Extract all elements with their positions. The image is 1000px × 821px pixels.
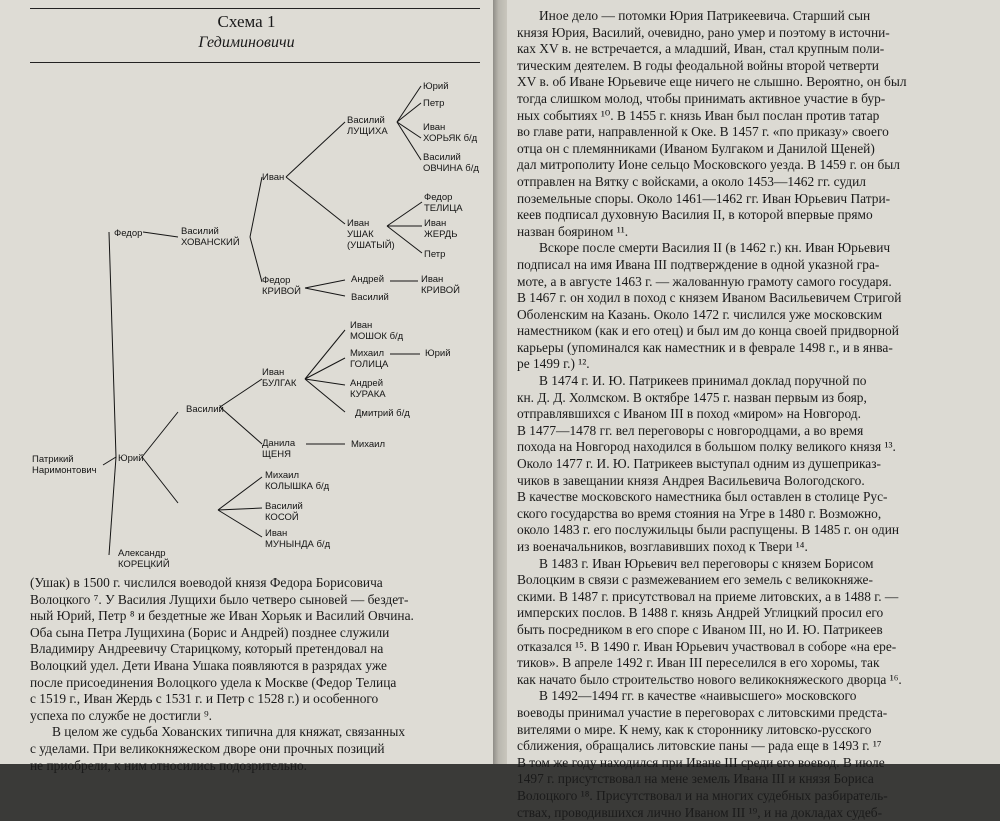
tree-name-aleksandr: Александр <box>118 548 166 559</box>
tree-name-munynda: МУНЫНДА б/д <box>265 539 331 550</box>
tree-name-b-ivan: Иван <box>350 320 372 331</box>
tree-line <box>387 202 422 226</box>
scheme-subtitle: Гедиминовичи <box>0 34 493 52</box>
right-line-12: поземельные споры. Около 1461—1462 гг. Иван Юрьевич Патри- <box>517 191 973 208</box>
left-page <box>0 0 493 764</box>
tree-name-lushchikha: ЛУЩИХА <box>347 126 388 137</box>
tree-line <box>305 330 345 379</box>
tree-name-b-kuraka: КУРАКА <box>350 389 386 400</box>
tree-line <box>305 280 345 288</box>
tree-name-y-vasiliy2: Василий <box>265 501 303 512</box>
right-line-29: чиков в завещании князя Андрея Васильевича Вологодского. <box>517 473 973 490</box>
right-line-24: кн. Д. Д. Холмском. В октябре 1475 г. назван первым из бояр, <box>517 390 973 407</box>
left-line-8: с 1519 г., Иван Жердь с 1531 г. и Петр с 1528 г.) и особенного <box>30 691 475 708</box>
left-line-4: Оба сына Петра Лущихина (Борис и Андрей) позднее служили <box>30 625 475 642</box>
tree-name-ivan-u: Иван <box>347 218 369 229</box>
tree-line <box>397 103 421 122</box>
tree-name-b-andrey: Андрей <box>350 378 383 389</box>
tree-name-y-mikhail: Михаил <box>265 470 299 481</box>
tree-name-b-yuriy: Юрий <box>425 348 451 359</box>
right-line-47: 1497 г. присутствовал на мене земель Ивана III и князя Бориса <box>517 771 973 788</box>
right-line-33: из военачальников, возглавивших поход к Твери ¹⁴. <box>517 539 973 556</box>
left-line-3: ный Юрий, Петр ⁸ и бездетные же Иван Хорьяк и Василий Овчина. <box>30 608 475 625</box>
tree-name-danila: Данила <box>262 438 296 449</box>
tree-name-ivan-b: Иван <box>262 367 284 378</box>
tree-name-kolyshka: КОЛЫШКА б/д <box>265 481 330 492</box>
tree-line <box>286 122 345 177</box>
right-line-42: В 1492—1494 гг. в качестве «наивысшего» московского <box>517 688 973 705</box>
right-line-45: сближения, обращались литовские паны — рада еще в 1493 г. ¹⁷ <box>517 738 973 755</box>
right-line-22: ре 1499 г.) ¹². <box>517 356 973 373</box>
right-line-43: воеводы принимал участие в переговорах с литовскими предста- <box>517 705 973 722</box>
right-line-25: отправлявшихся с Иваном III в поход «миром» на Новгород. <box>517 406 973 423</box>
tree-name-ushak: УШАК <box>347 229 374 240</box>
right-line-30: В качестве московского наместника был оставлен в столице Рус- <box>517 489 973 506</box>
tree-line <box>142 412 178 457</box>
right-line-27: похода на Новгород находился в большом полку великого князя ¹³. <box>517 439 973 456</box>
right-line-32: около 1483 г. его послужильцы были распущены. В 1485 г. он один <box>517 522 973 539</box>
tree-line <box>103 457 116 465</box>
right-line-41: как начато было строительство нового великокняжеского дворца ¹⁶. <box>517 672 973 689</box>
tree-name-kosoy: КОСОЙ <box>265 511 299 523</box>
right-line-15: Вскоре после смерти Василия II (в 1462 г.) кн. Иван Юрьевич <box>517 240 973 257</box>
right-line-28: Около 1477 г. И. Ю. Патрикеев выступал одним из душеприказ- <box>517 456 973 473</box>
right-line-9: отца он с племянниками (Иваном Булгаком и Данилой Щеней) <box>517 141 973 158</box>
tree-line <box>305 358 345 379</box>
right-line-40: тиков». В апреле 1492 г. Иван III переселился в его хоромы, так <box>517 655 973 672</box>
tree-name-u-fedor: Федор <box>424 192 452 203</box>
right-line-44: вителями о мире. К нему, как к стороннику литовско-русского <box>517 722 973 739</box>
right-line-2: князя Юрия, Василий, очевидно, рано умер и поэтому в источни- <box>517 25 973 42</box>
right-line-31: ского государства во время стояния на Угре в 1480 г. Возможно, <box>517 506 973 523</box>
tree-name-shchenya: ЩЕНЯ <box>262 449 291 460</box>
tree-line <box>250 177 262 237</box>
right-line-1: Иное дело — потомки Юрия Патрикеевича. Старший сын <box>517 8 973 25</box>
right-line-7: ных событиях ¹⁰. В 1455 г. князь Иван был послан против татар <box>517 108 973 125</box>
tree-name-l-ivan: Иван <box>423 122 445 133</box>
tree-name-hovanskiy: ХОВАНСКИЙ <box>181 236 240 248</box>
right-line-6: тогда слишком молод, чтобы принимать активное участие в бур- <box>517 91 973 108</box>
right-line-26: В 1477—1478 гг. вел переговоры с новгородцами, а во время <box>517 423 973 440</box>
right-line-23: В 1474 г. И. Ю. Патрикеев принимал доклад поручной по <box>517 373 973 390</box>
tree-name-patrikiy: Патрикий <box>32 454 74 465</box>
tree-line <box>218 510 262 537</box>
tree-name-b-moshok: МОШОК б/д <box>350 331 404 342</box>
tree-line <box>142 457 178 503</box>
tree-name-yuriy: Юрий <box>118 453 144 464</box>
tree-line <box>220 379 262 407</box>
tree-name-y-vasiliy: Василий <box>186 404 224 415</box>
tree-name-fedor-kr: Федор <box>262 275 290 286</box>
tree-name-vasiliy-hov: Василий <box>181 226 219 237</box>
tree-name-ushatyy: (УШАТЫЙ) <box>347 239 395 251</box>
tree-name-koretskiy: КОРЕЦКИЙ <box>118 558 170 570</box>
left-text-block-1 <box>30 575 475 774</box>
tree-line <box>397 122 421 160</box>
right-line-14: назван боярином ¹¹. <box>517 224 973 241</box>
tree-name-l-vasiliy: Василий <box>423 152 461 163</box>
right-line-17: моте, а в августе 1463 г. — жалованную грамоту самого государя. <box>517 274 973 291</box>
tree-name-k-vasiliy: Василий <box>351 292 389 303</box>
scheme-title: Схема 1 <box>0 12 493 32</box>
tree-name-y-ivan: Иван <box>265 528 287 539</box>
left-line-9: успеха по службе не достигли ⁹. <box>30 708 475 725</box>
tree-name-u-ivan: Иван <box>424 218 446 229</box>
tree-name-u-petr: Петр <box>424 249 445 260</box>
tree-name-l-yuriy: Юрий <box>423 81 449 92</box>
book-gutter <box>493 0 507 764</box>
right-line-36: скими. В 1487 г. присутствовал на приеме литовских, а в 1488 г. — <box>517 589 973 606</box>
genealogy-tree <box>0 0 493 575</box>
right-line-46: В том же году находился при Иване III среди его воевод. В июле <box>517 755 973 772</box>
tree-line <box>305 288 345 296</box>
tree-line <box>109 232 116 457</box>
tree-line <box>143 232 178 237</box>
tree-line <box>286 177 345 224</box>
tree-line <box>250 237 262 282</box>
left-line-1: (Ушак) в 1500 г. числился воеводой князя Федора Борисовича <box>30 575 475 592</box>
tree-name-krivoy: КРИВОЙ <box>262 285 301 297</box>
right-line-48: Волоцкого ¹⁸. Присутствовал и на многих судебных разбиратель- <box>517 788 973 805</box>
right-line-35: Волоцким в связи с размежеванием его земель с великокняже- <box>517 572 973 589</box>
right-line-11: отправлен на Вятку с войсками, а около 1453—1462 гг. судил <box>517 174 973 191</box>
tree-name-k-andrey: Андрей <box>351 274 384 285</box>
left-line-2: Волоцкого ⁷. У Василия Лущихи было четверо сыновей — бездет- <box>30 592 475 609</box>
tree-name-b-dmitriy: Дмитрий б/д <box>355 408 410 419</box>
right-line-13: кеев подписал духовную Василия II, в которой впервые прямо <box>517 207 973 224</box>
tree-name-fedor: Федор <box>114 228 142 239</box>
right-page <box>507 0 1000 764</box>
tree-name-vasiliy-l: Василий <box>347 115 385 126</box>
right-text-block <box>517 8 973 821</box>
right-line-19: Оболенским на Казань. Около 1472 г. числился уже московским <box>517 307 973 324</box>
right-line-37: имперских послов. В 1488 г. князь Андрей Углицкий просил его <box>517 605 973 622</box>
right-line-18: В 1467 г. он ходил в поход с князем Иваном Васильевичем Стригой <box>517 290 973 307</box>
right-line-20: наместником (как и его отец) и был им до конца своей придворной <box>517 323 973 340</box>
tree-line <box>218 508 262 510</box>
left-line-5: Владимиру Андреевичу Старицкому, который претендовал на <box>30 641 475 658</box>
right-line-3: ках XV в. не встречается, а младший, Иван, стал крупным поли- <box>517 41 973 58</box>
right-line-38: быть посредником в его споре с Иваном III, но И. Ю. Патрикеев <box>517 622 973 639</box>
tree-name-k-krivoy: КРИВОЙ <box>421 284 460 296</box>
tree-name-u-zherd: ЖЕРДЬ <box>424 229 457 240</box>
tree-line <box>397 122 421 138</box>
left-line-10: В целом же судьба Хованских типична для княжат, связанных <box>30 724 475 741</box>
right-line-4: тическим деятелем. В годы феодальной войны второй четверти <box>517 58 973 75</box>
tree-name-b-golitsa: ГОЛИЦА <box>350 359 389 370</box>
right-line-10: дал митрополиту Ионе сельцо Московского уезда. В 1459 г. он был <box>517 157 973 174</box>
tree-name-ivan-hov: Иван <box>262 172 284 183</box>
right-line-5: XV в. об Иване Юрьевиче еще ничего не слышно. Вероятно, он был <box>517 74 973 91</box>
left-line-12: не приобрели, к ним относились подозрительно. <box>30 758 475 775</box>
tree-name-l-ovchina: ОВЧИНА б/д <box>423 163 479 174</box>
right-line-39: отказался ¹⁵. В 1490 г. Иван Юрьевич участвовал в соборе «на ере- <box>517 639 973 656</box>
tree-line <box>109 457 116 555</box>
tree-name-l-petr: Петр <box>423 98 444 109</box>
tree-name-bulgak: БУЛГАК <box>262 378 297 389</box>
tree-name-k-ivan: Иван <box>421 274 443 285</box>
right-line-34: В 1483 г. Иван Юрьевич вел переговоры с князем Борисом <box>517 556 973 573</box>
tree-name-d-mikhail: Михаил <box>351 439 385 450</box>
left-line-7: после присоединения Волоцкого удела к Москве (Федор Телица <box>30 675 475 692</box>
tree-name-patrikiy-2: Наримонтович <box>32 465 97 476</box>
tree-name-l-horyak: ХОРЬЯК б/д <box>423 133 478 144</box>
right-line-21: карьеры (упоминался как наместник и в феврале 1498 г., и в янва- <box>517 340 973 357</box>
tree-name-u-telitsa: ТЕЛИЦА <box>424 203 463 214</box>
tree-name-b-mikhail: Михаил <box>350 348 384 359</box>
right-line-49: ствах, проводившихся лично Иваном III ¹⁹, и на докладах судеб- <box>517 805 973 821</box>
left-line-6: Волоцкий удел. Дети Ивана Ушака появляются в разрядах уже <box>30 658 475 675</box>
right-line-8: во главе рати, направленной к Оке. В 1457 г. «по приказу» своего <box>517 124 973 141</box>
right-line-16: подписал на имя Ивана III подтверждение в одной указной гра- <box>517 257 973 274</box>
tree-line <box>218 477 262 510</box>
tree-line <box>397 86 421 122</box>
left-line-11: с уделами. При великокняжеском дворе они прочных позиций <box>30 741 475 758</box>
tree-line <box>220 407 262 444</box>
